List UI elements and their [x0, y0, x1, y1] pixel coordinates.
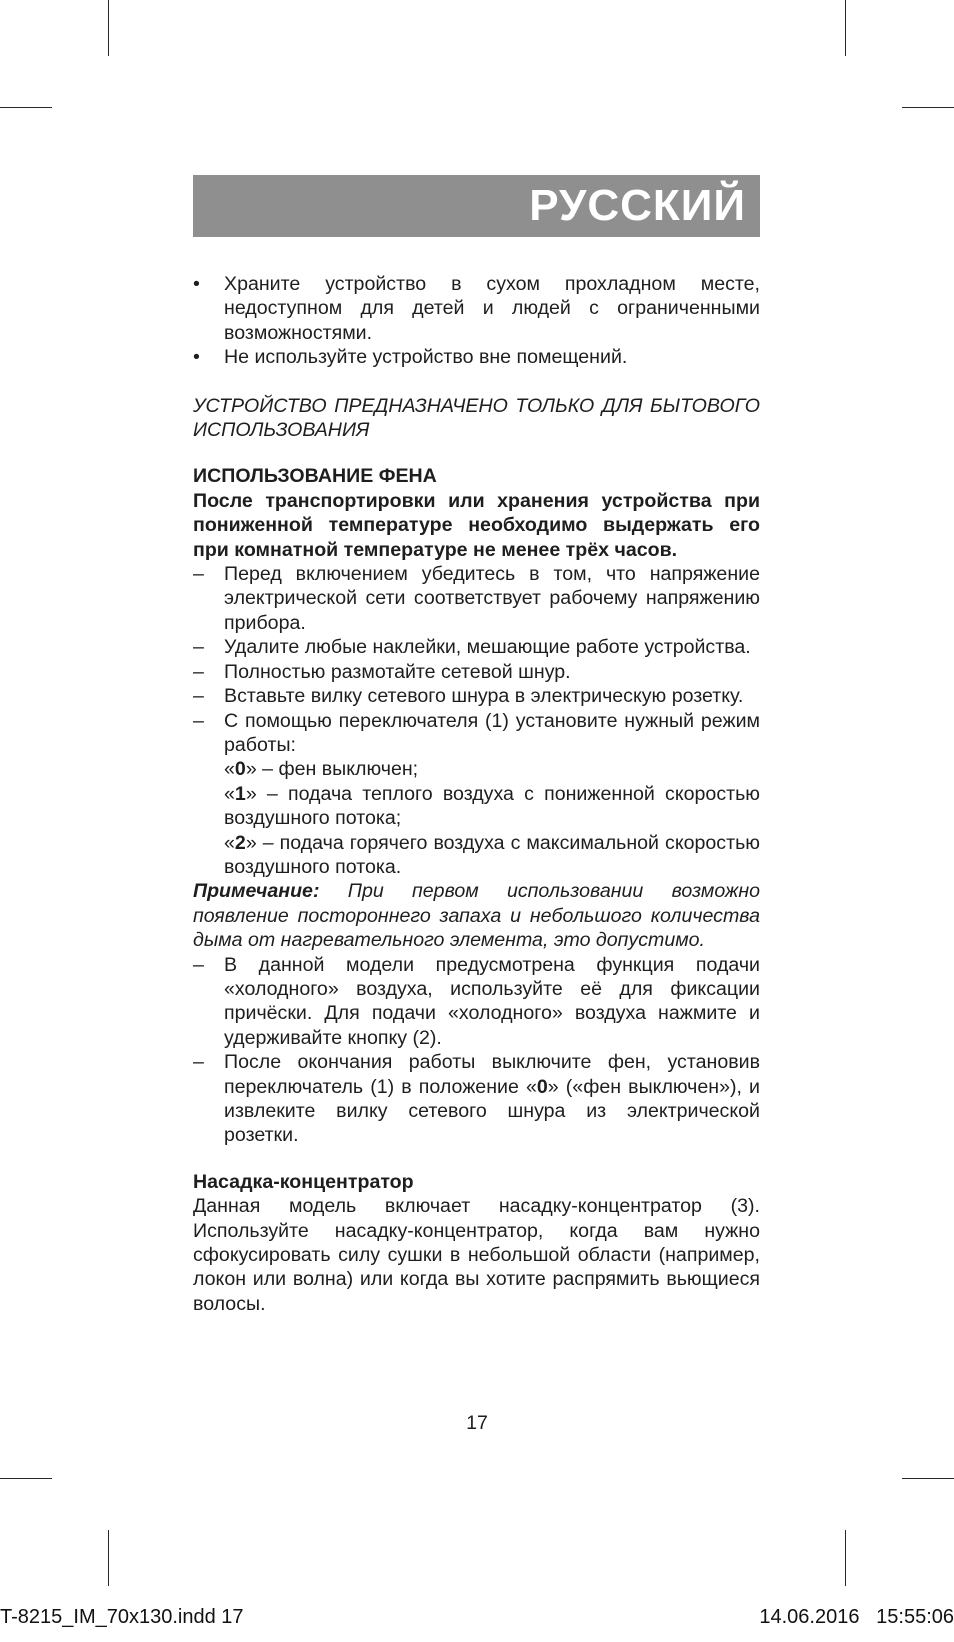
list-item-text: После окончания работы выключите фен, установив переключатель (1) в положение «0» («фен выключен»), и извлеките вилку сетевого шнура из электрической розетки.	[224, 1051, 760, 1147]
list-item	[193, 1050, 760, 1148]
first-use-note	[193, 879, 760, 952]
household-use-notice: УСТРОЙСТВО ПРЕДНАЗНАЧЕНО ТОЛЬКО ДЛЯ БЫТОВОГО ИСПОЛЬЗОВАНИЯ	[193, 394, 760, 442]
list-item	[193, 635, 760, 659]
crop-mark-left-top	[0, 107, 52, 108]
dash-marker: –	[193, 636, 204, 659]
language-header: РУССКИЙ	[193, 175, 760, 237]
bullet-marker: •	[193, 346, 200, 369]
mode-1-description: «1» – подача теплого воздуха с пониженной скоростью воздушного потока;	[224, 782, 760, 830]
list-item	[193, 953, 760, 1051]
list-item-text: Не используйте устройство вне помещений.	[224, 346, 628, 369]
list-item	[193, 345, 760, 369]
page-number: 17	[466, 1412, 488, 1434]
storage-bullet-list	[193, 272, 760, 370]
dash-marker: –	[193, 685, 204, 708]
temperature-warning: После транспортировки или хранения устройства при пониженной температуре необходимо выдержать его при комнатной температуре не менее трёх часов.	[193, 489, 760, 561]
crop-mark-top-right	[845, 0, 846, 56]
print-date: 14.06.2016	[759, 1606, 860, 1628]
usage-steps-list	[193, 562, 760, 757]
concentrator-heading: Насадка-концентратор	[193, 1170, 414, 1193]
dash-marker: –	[193, 953, 204, 976]
crop-mark-top-left	[108, 0, 109, 56]
bullet-marker: •	[193, 273, 200, 295]
note-label: Примечание:	[193, 880, 320, 903]
manual-content	[193, 272, 760, 1316]
list-item	[193, 272, 760, 345]
dash-marker: –	[193, 563, 204, 586]
list-item	[193, 709, 760, 758]
list-item	[193, 562, 760, 635]
note-text: При первом использовании возможно появление постороннего запаха и небольшого количества дыма от нагревательного элемента, это допустимо.	[193, 880, 760, 952]
dash-marker: –	[193, 660, 204, 683]
concentrator-text: Данная модель включает насадку-концентратор (3). Используйте насадку-концентратор, когда вам нужно сфокусировать силу сушки в небольшой области (например, локон или волна) или когда вы хотите распрямить вьющиеся волосы.	[193, 1195, 760, 1315]
list-item	[193, 660, 760, 684]
mode-2-description: «2» – подача горячего воздуха с максимальной скоростью воздушного потока.	[224, 831, 760, 878]
list-item-text: В данной модели предусмотрена функция подачи «холодного» воздуха, используйте её для фиксации причёски. Для подачи «холодного» воздуха нажмите и удерживайте кнопку (2).	[224, 953, 760, 1049]
dash-marker: –	[193, 709, 204, 732]
crop-mark-left-bottom	[0, 1478, 52, 1479]
dash-marker: –	[193, 1051, 204, 1074]
list-item-text: Храните устройство в сухом прохладном месте, недоступном для детей и людей с ограниченными возможностями.	[224, 273, 760, 344]
print-time: 15:55:06	[876, 1606, 954, 1628]
list-item	[193, 684, 760, 708]
print-timestamp	[759, 1606, 954, 1629]
crop-mark-right-top	[902, 107, 954, 108]
list-item-text: Удалите любые наклейки, мешающие работе устройства.	[224, 636, 751, 659]
usage-heading: ИСПОЛЬЗОВАНИЕ ФЕНА	[193, 465, 437, 488]
list-item-text: Перед включением убедитесь в том, что напряжение электрической сети соответствует рабочему напряжению прибора.	[224, 563, 760, 634]
list-item-text: Вставьте вилку сетевого шнура в электрическую розетку.	[224, 685, 744, 708]
crop-mark-right-bottom	[902, 1478, 954, 1479]
usage-steps-list-2	[193, 953, 760, 1148]
list-item-text: Полностью размотайте сетевой шнур.	[224, 660, 571, 683]
crop-mark-bottom-left	[108, 1530, 109, 1586]
mode-0-description: «0» – фен выключен;	[224, 758, 419, 781]
print-file-info: T-8215_IM_70x130.indd 17	[0, 1606, 244, 1628]
crop-mark-bottom-right	[845, 1530, 846, 1586]
list-item-text: С помощью переключателя (1) установите нужный режим работы:	[224, 709, 760, 756]
